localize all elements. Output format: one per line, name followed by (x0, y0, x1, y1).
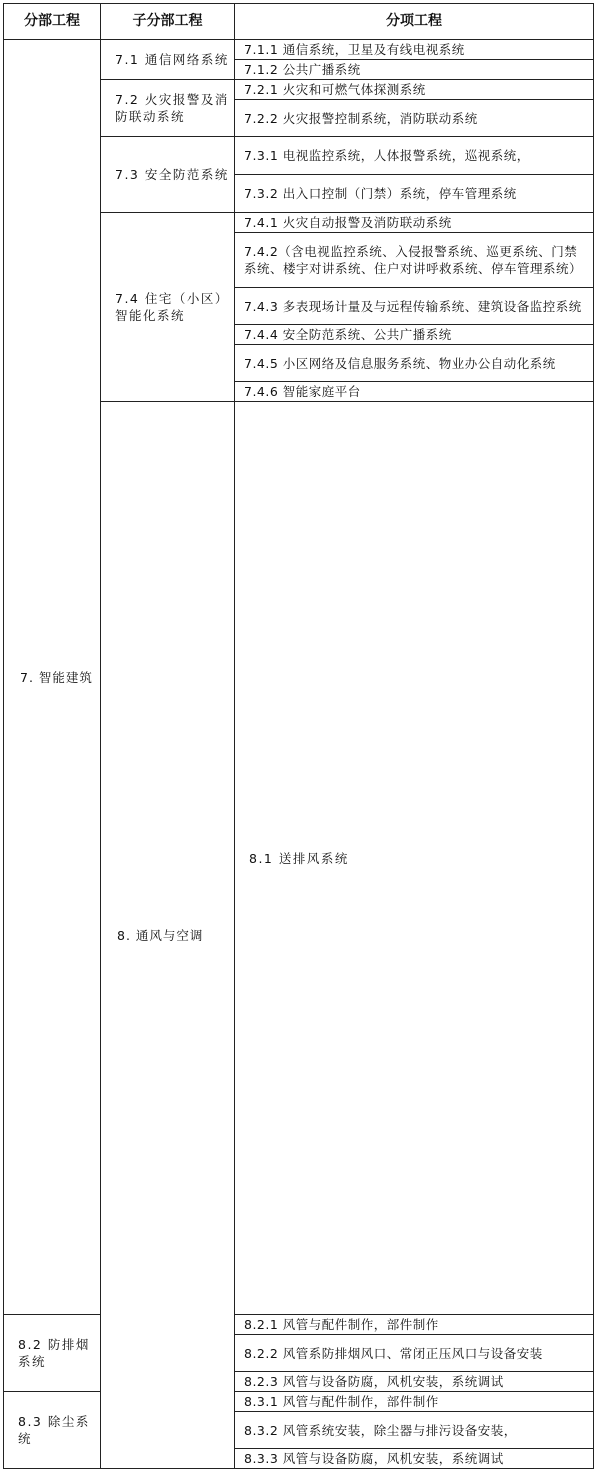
item-cell: 7.2.1 火灾和可燃气体探测系统 (235, 80, 594, 100)
item-cell: 8.3.1 风管与配件制作，部件制作 (235, 1392, 594, 1412)
header-subdivision: 子分部工程 (101, 4, 235, 40)
item-cell: 8.3.3 风管与设备防腐，风机安装，系统调试 (235, 1449, 594, 1469)
table-row (4, 1392, 594, 1412)
item-cell: 7.3.1 电视监控系统，人体报警系统，巡视系统， (235, 137, 594, 175)
item-cell: 7.4.4 安全防范系统、公共广播系统 (235, 325, 594, 345)
subdivision-cell: 8.3 除尘系统 (4, 1392, 101, 1469)
item-cell: 8.2.2 风管系防排烟风口、常闭正压风口与设备安装 (235, 1335, 594, 1372)
division-cell: 8. 通风与空调 (101, 402, 235, 1469)
item-cell: 7.4.2（含电视监控系统、入侵报警系统、巡更系统、门禁系统、楼宇对讲系统、住户对讲呼救系统、停车管理系统） (235, 233, 594, 288)
subdivision-cell: 8.2 防排烟系统 (4, 1315, 101, 1392)
item-cell: 7.3.2 出入口控制（门禁）系统，停车管理系统 (235, 175, 594, 213)
header-item: 分项工程 (235, 4, 594, 40)
item-cell: 7.1.1 通信系统，卫星及有线电视系统 (235, 40, 594, 60)
table-header-row (4, 4, 594, 40)
item-cell: 7.4.5 小区网络及信息服务系统、物业办公自动化系统 (235, 345, 594, 382)
item-cell: 7.4.3 多表现场计量及与远程传输系统、建筑设备监控系统 (235, 288, 594, 325)
header-division: 分部工程 (4, 4, 101, 40)
subdivision-cell: 7.3 安全防范系统 (101, 137, 235, 213)
table-row (4, 1315, 594, 1335)
item-cell: 8.2.3 风管与设备防腐，风机安装，系统调试 (235, 1372, 594, 1392)
subdivision-cell: 7.1 通信网络系统 (101, 40, 235, 80)
item-cell: 7.1.2 公共广播系统 (235, 60, 594, 80)
subdivision-cell: 8.1 送排风系统 (235, 402, 594, 1315)
item-cell: 7.4.1 火灾自动报警及消防联动系统 (235, 213, 594, 233)
table-row (4, 40, 594, 60)
item-cell: 7.2.2 火灾报警控制系统，消防联动系统 (235, 100, 594, 137)
engineering-division-table (3, 3, 594, 1469)
item-cell: 7.4.6 智能家庭平台 (235, 382, 594, 402)
subdivision-cell: 7.2 火灾报警及消防联动系统 (101, 80, 235, 137)
item-cell: 8.3.2 风管系统安装，除尘器与排污设备安装， (235, 1412, 594, 1449)
item-cell: 8.2.1 风管与配件制作，部件制作 (235, 1315, 594, 1335)
subdivision-cell: 7.4 住宅（小区）智能化系统 (101, 213, 235, 402)
division-cell: 7. 智能建筑 (4, 40, 101, 1315)
